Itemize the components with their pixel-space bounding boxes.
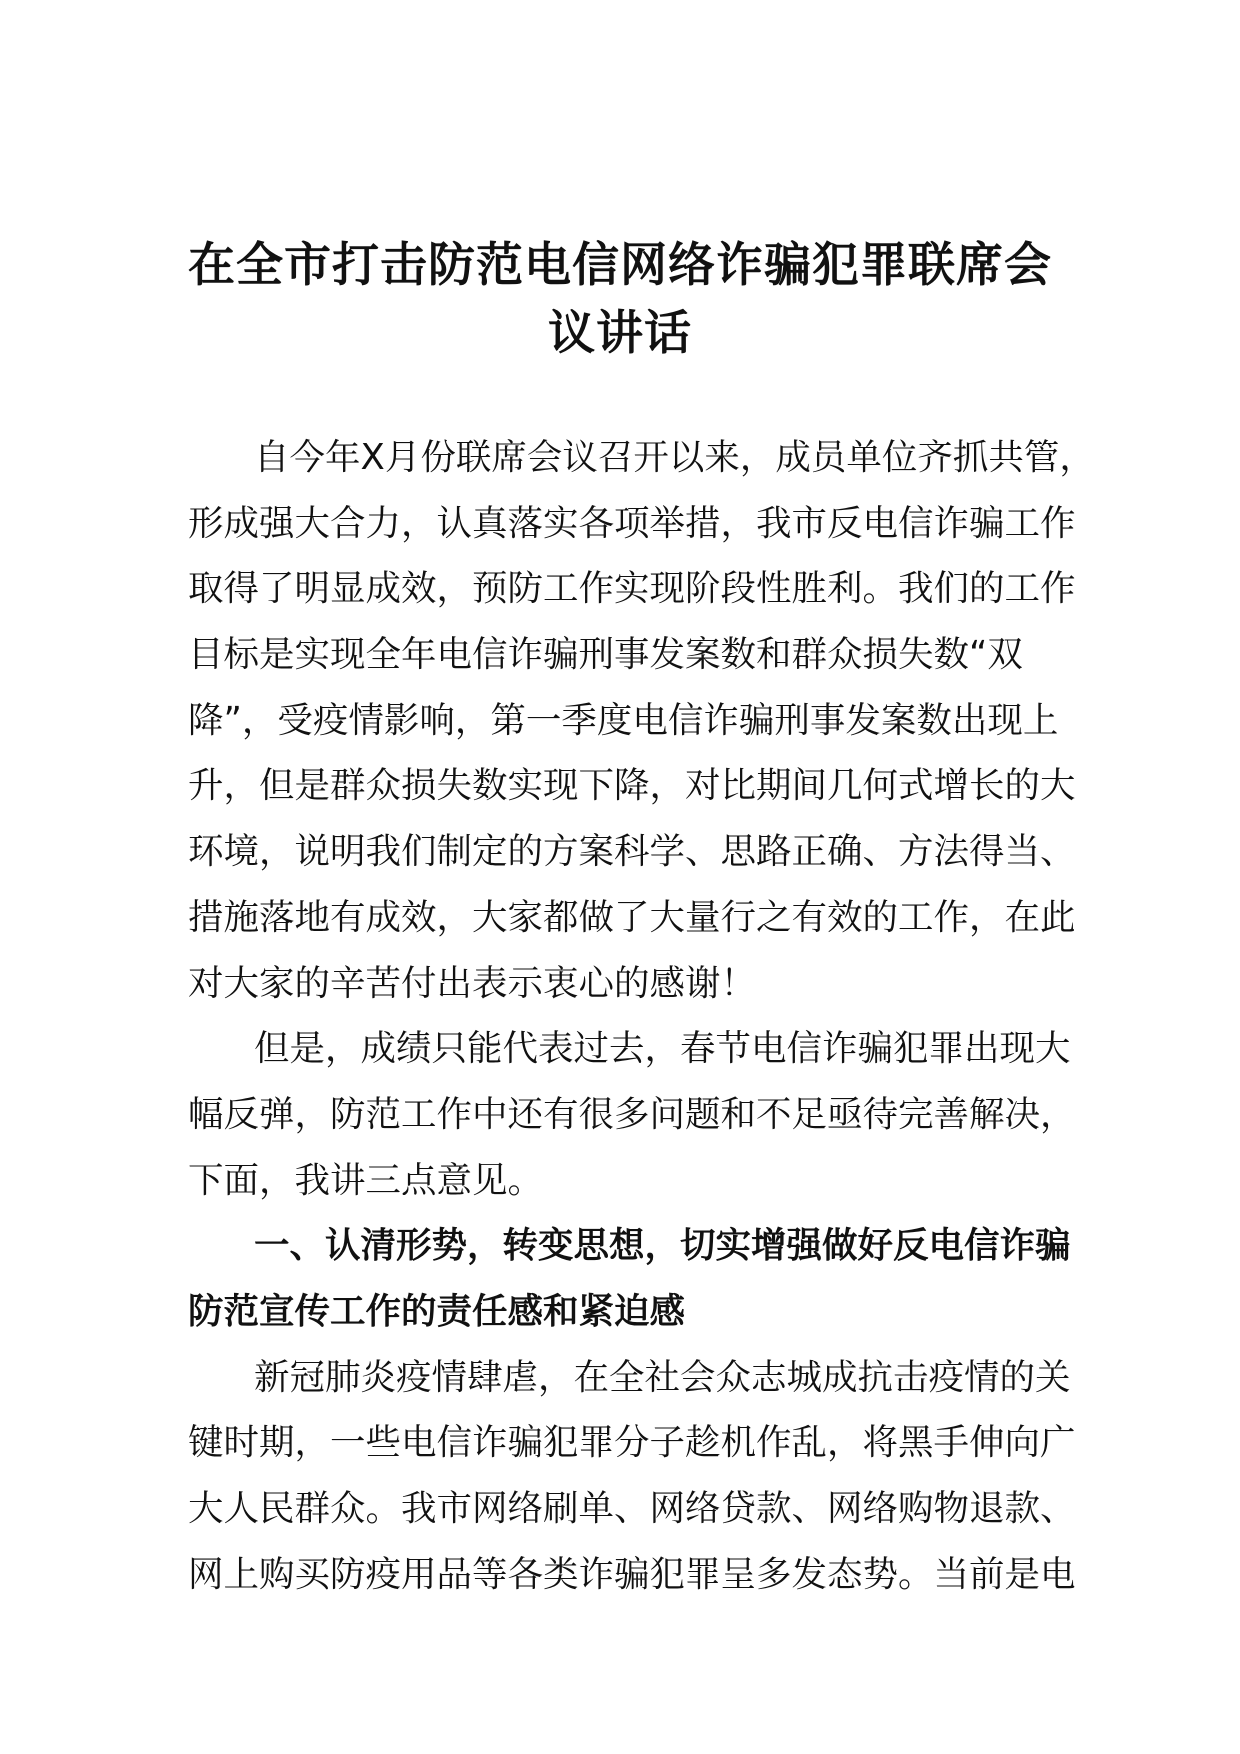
paragraph-line: 对大家的辛苦付出表示衷心的感谢！ xyxy=(188,962,757,1004)
paragraph-line: 环境，说明我们制定的方案科学、思路正确、方法得当、 xyxy=(188,831,1076,873)
title-line: 议讲话 xyxy=(548,306,692,361)
paragraph-line: 措施落地有成效，大家都做了大量行之有效的工作，在此 xyxy=(188,896,1076,938)
paragraph-line: 新冠肺炎疫情肆虐，在全社会众志城成抗击疫情的关 xyxy=(254,1356,1071,1398)
paragraph-line: 形成强大合力，认真落实各项举措，我市反电信诈骗工作 xyxy=(188,502,1076,544)
paragraph-line: 目标是实现全年电信诈骗刑事发案数和群众损失数“双 xyxy=(188,634,1023,676)
paragraph-line: 升，但是群众损失数实现下降，对比期间几何式增长的大 xyxy=(188,765,1076,807)
document-title xyxy=(150,232,1090,368)
paragraph-line: 键时期，一些电信诈骗犯罪分子趁机作乱，将黑手伸向广 xyxy=(188,1422,1076,1464)
section-heading-line: 一、认清形势，转变思想，切实增强做好反电信诈骗 xyxy=(254,1225,1071,1267)
paragraph-line: 取得了明显成效，预防工作实现阶段性胜利。我们的工作 xyxy=(188,568,1076,610)
paragraph-line: 但是，成绩只能代表过去，春节电信诈骗犯罪出现大 xyxy=(254,1028,1071,1070)
title-line: 在全市打击防范电信网络诈骗犯罪联席会 xyxy=(188,238,1052,293)
paragraph-line: 自今年X月份联席会议召开以来，成员单位齐抓共管， xyxy=(254,437,1095,478)
document-body xyxy=(188,425,1095,1607)
paragraph-line: 网上购买防疫用品等各类诈骗犯罪呈多发态势。当前是电 xyxy=(188,1553,1076,1595)
paragraph-line: 下面，我讲三点意见。 xyxy=(188,1159,544,1201)
paragraph-line: 幅反弹，防范工作中还有很多问题和不足亟待完善解决， xyxy=(188,1093,1076,1135)
paragraph-line: 大人民群众。我市网络刷单、网络贷款、网络购物退款、 xyxy=(188,1488,1076,1529)
section-heading-line: 防范宣传工作的责任感和紧迫感 xyxy=(188,1290,686,1332)
paragraph-line: 降”，受疫情影响，第一季度电信诈骗刑事发案数出现上 xyxy=(188,699,1059,741)
